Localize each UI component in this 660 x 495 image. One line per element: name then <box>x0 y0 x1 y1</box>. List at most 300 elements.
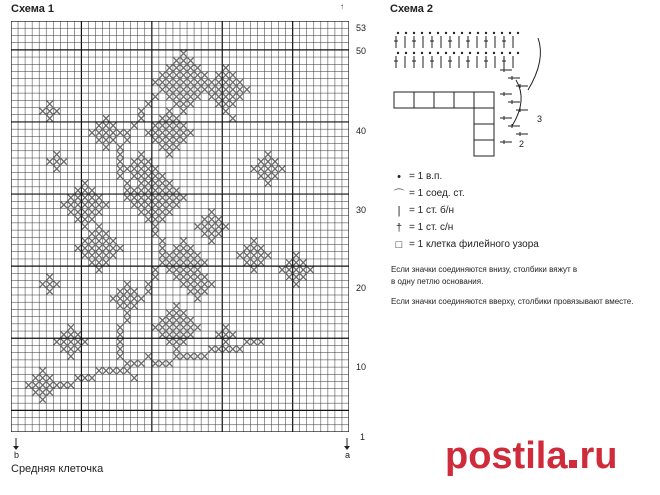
filled-cell <box>202 231 208 237</box>
filled-cell <box>188 281 194 287</box>
filled-cell <box>124 303 130 309</box>
filled-cell <box>47 108 53 114</box>
filled-cell <box>117 288 123 294</box>
filled-cell <box>82 245 88 251</box>
filled-cell <box>181 130 187 136</box>
filled-cell <box>181 65 187 71</box>
filled-cell <box>166 310 172 316</box>
filled-cell <box>181 94 187 100</box>
filled-cell <box>54 151 60 157</box>
filled-cell <box>173 346 179 352</box>
filled-cell <box>195 65 201 71</box>
filled-cell <box>181 108 187 114</box>
filled-cell <box>152 209 158 215</box>
filled-cell <box>195 288 201 294</box>
filet-square <box>434 92 454 108</box>
filled-cell <box>216 94 222 100</box>
filled-cell <box>166 86 172 92</box>
filled-cell <box>131 173 137 179</box>
chain-dot <box>517 52 519 54</box>
watermark-logo <box>445 435 617 478</box>
filled-cell <box>181 281 187 287</box>
filled-cell <box>47 101 53 107</box>
filled-cell <box>173 86 179 92</box>
filled-cell <box>300 259 306 265</box>
filled-cell <box>173 130 179 136</box>
filled-cell <box>152 173 158 179</box>
chain-dot <box>477 52 479 54</box>
filled-cell <box>33 382 39 388</box>
filled-cell <box>33 375 39 381</box>
filled-cell <box>195 353 201 359</box>
filled-cell <box>195 267 201 273</box>
filled-cell <box>117 368 123 374</box>
filled-cell <box>209 79 215 85</box>
filled-cell <box>209 281 215 287</box>
filled-cell <box>152 166 158 172</box>
chain-dot <box>477 32 479 34</box>
row-label-50: 50 <box>356 46 367 56</box>
filled-cell <box>251 267 257 273</box>
legend-text: = 1 ст. с/н <box>409 222 454 233</box>
filled-cell <box>216 332 222 338</box>
filled-cell <box>251 252 257 258</box>
filled-cell <box>117 296 123 302</box>
legend-item-slip <box>393 185 539 202</box>
filled-cell <box>145 130 151 136</box>
filled-cell <box>124 317 130 323</box>
filled-cell <box>96 202 102 208</box>
filled-cell <box>202 274 208 280</box>
filled-cell <box>68 195 74 201</box>
filled-cell <box>75 209 81 215</box>
filled-cell <box>181 58 187 64</box>
filled-cell <box>159 252 165 258</box>
filled-cell <box>166 202 172 208</box>
filled-cell <box>54 281 60 287</box>
filled-cell <box>82 339 88 345</box>
filled-cell <box>237 346 243 352</box>
scheme1-title: Схема 1 <box>11 3 55 15</box>
marker-b: b <box>14 450 20 460</box>
filled-cell <box>159 216 165 222</box>
filled-cell <box>223 332 229 338</box>
filled-cell <box>96 259 102 265</box>
chain-dot <box>485 32 487 34</box>
filled-cell <box>173 65 179 71</box>
filled-cell <box>195 324 201 330</box>
filled-cell <box>251 245 257 251</box>
filled-cell <box>159 115 165 121</box>
filled-cell <box>152 187 158 193</box>
filled-cell <box>68 339 74 345</box>
filled-cell <box>166 187 172 193</box>
filled-cell <box>89 252 95 258</box>
filled-cell <box>173 267 179 273</box>
filled-cell <box>202 223 208 229</box>
filled-cell <box>293 274 299 280</box>
filled-cell <box>117 130 123 136</box>
filled-cell <box>188 130 194 136</box>
chain-dot <box>397 32 399 34</box>
filled-cell <box>188 332 194 338</box>
filled-cell <box>166 79 172 85</box>
filled-cell <box>195 296 201 302</box>
filled-cell <box>181 101 187 107</box>
chain-dot <box>397 52 399 54</box>
filled-cell <box>181 339 187 345</box>
filled-cell <box>188 274 194 280</box>
filled-cell <box>159 180 165 186</box>
filled-cell <box>279 166 285 172</box>
edge-curve <box>528 38 540 90</box>
filled-cell <box>181 79 187 85</box>
filled-cell <box>265 173 271 179</box>
chain-dot <box>501 32 503 34</box>
filled-cell <box>251 238 257 244</box>
filled-cell <box>244 259 250 265</box>
filled-cell <box>173 252 179 258</box>
filled-cell <box>152 180 158 186</box>
chain-dot <box>429 52 431 54</box>
filled-cell <box>89 231 95 237</box>
filled-cell <box>40 108 46 114</box>
filled-cell <box>272 159 278 165</box>
scheme2-row-3: 3 <box>537 114 543 124</box>
filled-cell <box>188 324 194 330</box>
filled-cell <box>258 259 264 265</box>
filled-cell <box>110 122 116 128</box>
filled-cell <box>159 137 165 143</box>
filled-cell <box>26 382 32 388</box>
filled-cell <box>82 209 88 215</box>
square-icon: □ <box>395 238 403 251</box>
filled-cell <box>159 173 165 179</box>
filled-cell <box>131 296 137 302</box>
filled-cell <box>96 122 102 128</box>
filled-cell <box>251 339 257 345</box>
filled-cell <box>103 231 109 237</box>
filled-cell <box>159 202 165 208</box>
filled-cell <box>131 187 137 193</box>
filled-cell <box>181 72 187 78</box>
filled-cell <box>103 122 109 128</box>
note1-line2: в одну петлю основания. <box>391 277 484 286</box>
filled-cell <box>103 202 109 208</box>
filet-square <box>474 92 494 108</box>
legend-text: = 1 соед. ст. <box>409 188 465 199</box>
filled-cell <box>138 108 144 114</box>
filled-cell <box>181 122 187 128</box>
filled-cell <box>117 324 123 330</box>
chain-dot <box>469 52 471 54</box>
filled-cell <box>166 115 172 121</box>
filled-cell <box>188 353 194 359</box>
filled-cell <box>173 259 179 265</box>
filled-cell <box>244 339 250 345</box>
note1-line1: Если значки соединяются внизу, столбики вяжут в <box>391 265 578 274</box>
filled-cell <box>68 346 74 352</box>
filled-cell <box>166 137 172 143</box>
filled-cell <box>152 267 158 273</box>
filled-cell <box>159 130 165 136</box>
filled-cell <box>68 209 74 215</box>
filled-cell <box>89 130 95 136</box>
filled-cell <box>166 267 172 273</box>
corner-mark: ↑ <box>340 2 344 11</box>
filled-cell <box>68 202 74 208</box>
chain-dot <box>517 32 519 34</box>
filled-cell <box>103 130 109 136</box>
filled-cell <box>188 317 194 323</box>
filled-cell <box>202 79 208 85</box>
chain-dot <box>469 32 471 34</box>
filled-cell <box>33 389 39 395</box>
filled-cell <box>173 101 179 107</box>
filled-cell <box>188 86 194 92</box>
filled-cell <box>117 159 123 165</box>
filled-cell <box>110 368 116 374</box>
filled-cell <box>117 151 123 157</box>
filled-cell <box>209 209 215 215</box>
filled-cell <box>152 360 158 366</box>
filled-cell <box>237 86 243 92</box>
filled-cell <box>110 130 116 136</box>
filled-cell <box>216 101 222 107</box>
filled-cell <box>124 360 130 366</box>
legend <box>393 168 539 253</box>
filled-cell <box>244 252 250 258</box>
filled-cell <box>173 187 179 193</box>
filet-square <box>474 108 494 124</box>
filled-cell <box>173 144 179 150</box>
filled-cell <box>110 238 116 244</box>
filled-cell <box>61 202 67 208</box>
filled-cell <box>75 187 81 193</box>
filled-cell <box>131 122 137 128</box>
row-label-20: 20 <box>356 283 367 293</box>
filled-cell <box>258 245 264 251</box>
filled-cell <box>223 346 229 352</box>
filled-cell <box>40 389 46 395</box>
filled-cell <box>173 317 179 323</box>
filled-cell <box>138 180 144 186</box>
filled-cell <box>173 195 179 201</box>
filled-cell <box>117 166 123 172</box>
filled-cell <box>96 252 102 258</box>
filled-cell <box>173 137 179 143</box>
filled-cell <box>96 238 102 244</box>
filled-cell <box>82 195 88 201</box>
filled-cell <box>124 296 130 302</box>
filled-cell <box>251 259 257 265</box>
filled-cell <box>159 324 165 330</box>
filled-cell <box>96 130 102 136</box>
filled-cell <box>173 310 179 316</box>
filled-cell <box>223 101 229 107</box>
filled-cell <box>159 332 165 338</box>
filled-cell <box>138 173 144 179</box>
filled-cell <box>237 79 243 85</box>
filled-cell <box>103 238 109 244</box>
filled-cell <box>110 137 116 143</box>
filled-cell <box>216 79 222 85</box>
filled-cell <box>230 79 236 85</box>
filled-cell <box>117 339 123 345</box>
filled-cell <box>89 375 95 381</box>
filled-cell <box>173 72 179 78</box>
filled-cell <box>152 122 158 128</box>
marker-a: a <box>345 450 351 460</box>
filled-cell <box>152 94 158 100</box>
filled-cell <box>54 382 60 388</box>
filled-cell <box>223 108 229 114</box>
filled-cell <box>54 339 60 345</box>
filled-cell <box>131 159 137 165</box>
filet-square <box>474 140 494 156</box>
filled-cell <box>216 72 222 78</box>
filled-cell <box>265 180 271 186</box>
legend-text: = 1 клетка филейного узора <box>409 239 539 250</box>
filled-cell <box>96 231 102 237</box>
filled-cell <box>124 288 130 294</box>
filled-cell <box>145 353 151 359</box>
filled-cell <box>166 130 172 136</box>
filet-square <box>414 92 434 108</box>
chain-dot <box>405 52 407 54</box>
filled-cell <box>47 281 53 287</box>
filled-cell <box>145 216 151 222</box>
filled-cell <box>54 108 60 114</box>
filled-cell <box>159 187 165 193</box>
filled-cell <box>103 137 109 143</box>
filled-cell <box>258 166 264 172</box>
filled-cell <box>138 202 144 208</box>
filled-cell <box>173 245 179 251</box>
watermark-text: postila <box>445 435 568 477</box>
filled-cell <box>103 368 109 374</box>
filled-cell <box>117 353 123 359</box>
filled-cell <box>152 216 158 222</box>
dot-icon: • <box>397 170 401 183</box>
filled-cell <box>117 173 123 179</box>
filled-cell <box>159 86 165 92</box>
filled-cell <box>223 79 229 85</box>
chain-dot <box>509 52 511 54</box>
filled-cell <box>195 72 201 78</box>
filled-cell <box>145 101 151 107</box>
filled-cell <box>300 274 306 280</box>
filled-cell <box>188 288 194 294</box>
filet-chart-grid <box>11 21 349 432</box>
legend-text: = 1 ст. б/н <box>409 205 455 216</box>
filled-cell <box>61 346 67 352</box>
filled-cell <box>124 281 130 287</box>
filled-cell <box>166 332 172 338</box>
filled-cell <box>181 267 187 273</box>
filled-cell <box>209 94 215 100</box>
filled-cell <box>286 259 292 265</box>
chain-dot <box>453 52 455 54</box>
filled-cell <box>223 65 229 71</box>
filled-cell <box>152 79 158 85</box>
filled-cell <box>202 288 208 294</box>
filled-cell <box>166 72 172 78</box>
filled-cell <box>188 267 194 273</box>
filet-square <box>454 92 474 108</box>
filled-cell <box>173 339 179 345</box>
filled-cell <box>286 274 292 280</box>
filled-cell <box>82 180 88 186</box>
filled-cell <box>293 267 299 273</box>
filled-cell <box>61 339 67 345</box>
filled-cell <box>279 267 285 273</box>
filled-cell <box>223 86 229 92</box>
filled-cell <box>293 259 299 265</box>
filled-cell <box>166 108 172 114</box>
filled-cell <box>75 195 81 201</box>
filled-cell <box>202 259 208 265</box>
filled-cell <box>152 274 158 280</box>
filled-cell <box>166 94 172 100</box>
note-bottom-join <box>391 264 577 288</box>
filled-cell <box>89 187 95 193</box>
filled-cell <box>188 94 194 100</box>
filled-cell <box>181 332 187 338</box>
filled-cell <box>138 360 144 366</box>
filled-cell <box>89 216 95 222</box>
filled-cell <box>166 65 172 71</box>
filled-cell <box>195 252 201 258</box>
filled-cell <box>96 267 102 273</box>
filled-cell <box>230 72 236 78</box>
chain-dot <box>437 52 439 54</box>
filled-cell <box>89 259 95 265</box>
filled-cell <box>166 339 172 345</box>
filled-cell <box>47 159 53 165</box>
filled-cell <box>293 281 299 287</box>
filled-cell <box>181 274 187 280</box>
filled-cell <box>258 339 264 345</box>
filled-cell <box>145 187 151 193</box>
filled-cell <box>181 252 187 258</box>
chain-dot <box>501 52 503 54</box>
filled-cell <box>181 238 187 244</box>
legend-item-sc <box>393 202 539 219</box>
filled-cell <box>188 72 194 78</box>
filled-cell <box>159 122 165 128</box>
filled-cell <box>131 202 137 208</box>
filled-cell <box>216 223 222 229</box>
filled-cell <box>173 202 179 208</box>
filled-cell <box>47 274 53 280</box>
filled-cell <box>307 267 313 273</box>
chain-dot <box>429 32 431 34</box>
filled-cell <box>40 396 46 402</box>
filled-cell <box>89 202 95 208</box>
filled-cell <box>181 353 187 359</box>
filled-cell <box>145 202 151 208</box>
filled-cell <box>188 58 194 64</box>
filled-cell <box>68 332 74 338</box>
filled-cell <box>61 382 67 388</box>
filled-cell <box>202 72 208 78</box>
filled-cell <box>138 195 144 201</box>
filled-cell <box>75 375 81 381</box>
filled-cell <box>173 115 179 121</box>
filled-cell <box>237 94 243 100</box>
slip-stitch-icon: ⌒ <box>393 188 405 201</box>
